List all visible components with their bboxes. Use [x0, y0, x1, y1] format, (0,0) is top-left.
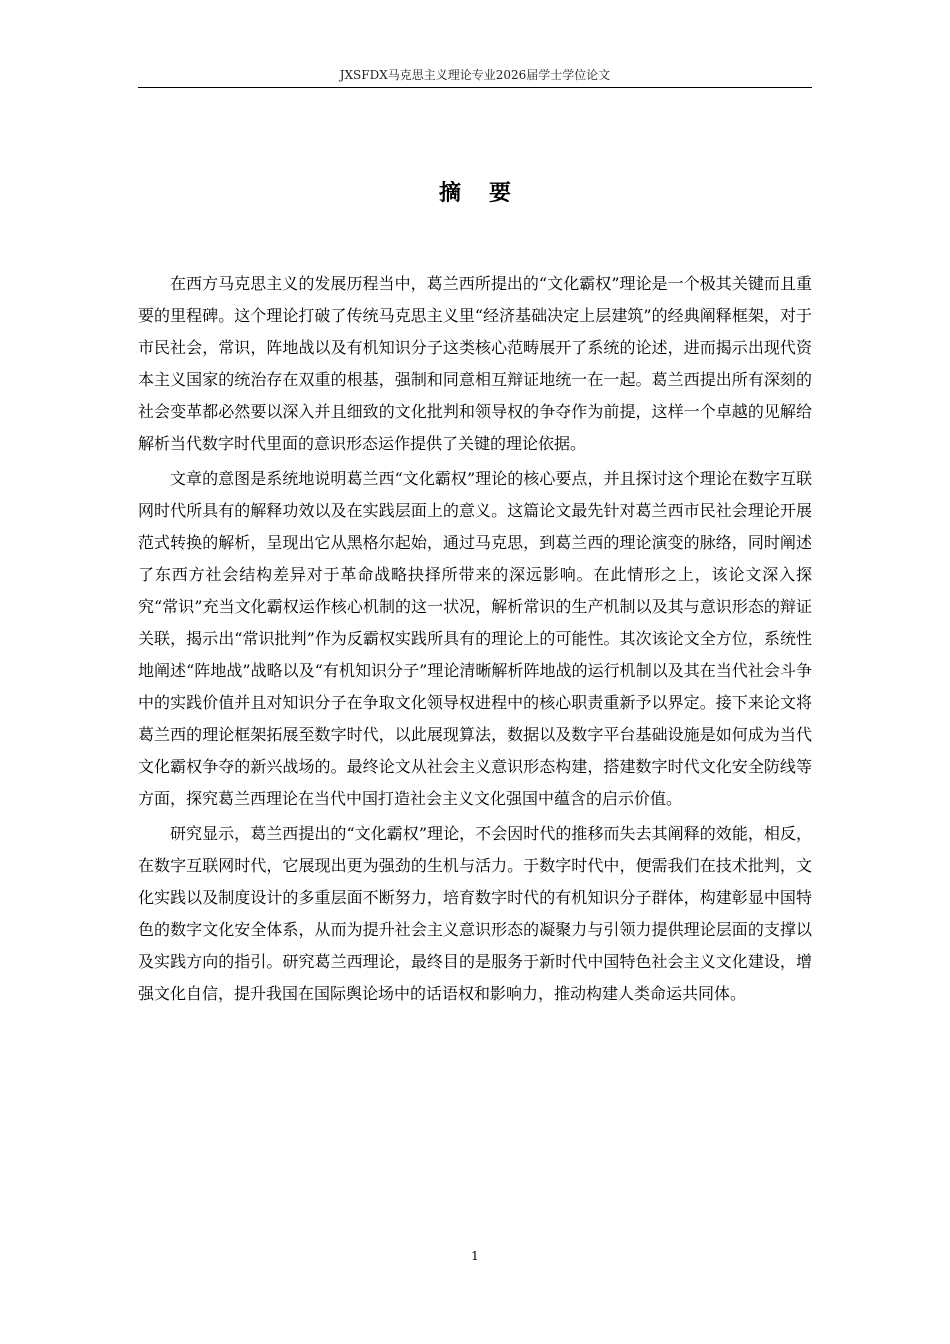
abstract-body	[138, 268, 812, 1013]
page-number: 1	[471, 1249, 479, 1263]
abstract-title: 摘要	[438, 181, 539, 206]
abstract-paragraph-2: 文章的意图是系统地说明葛兰西“文化霸权”理论的核心要点，并且探讨这个理论在数字互联网时代所具有的解释功效以及在实践层面上的意义。这篇论文最先针对葛兰西市民社会理论开展范式转换的解析，呈现出它从黑格尔起始，通过马克思，到葛兰西的理论演变的脉络，同时阐述了东西方社会结构差异对于革命战略抉择所带来的深远影响。在此情形之上，该论文深入探究“常识”充当文化霸权运作核心机制的这一状况，解析常识的生产机制以及其与意识形态的辩证关联，揭示出“常识批判”作为反霸权实践所具有的理论上的可能性。其次该论文全方位，系统性地阐述“阵地战”战略以及“有机知识分子”理论清晰解析阵地战的运行机制以及其在当代社会斗争中的实践价值并且对知识分子在争取文化领导权进程中的核心职责重新予以界定。接下来论文将葛兰西的理论框架拓展至数字时代，以此展现算法，数据以及数字平台基础设施是如何成为当代文化霸权争夺的新兴战场的。最终论文从社会主义意识形态构建，搭建数字时代文化安全防线等方面，探究葛兰西理论在当代中国打造社会主义文化强国中蕴含的启示价值。	[138, 469, 812, 808]
header-rule	[138, 87, 812, 88]
abstract-paragraph-3: 研究显示，葛兰西提出的“文化霸权”理论，不会因时代的推移而失去其阐释的效能，相反，在数字互联网时代，它展现出更为强劲的生机与活力。于数字时代中，便需我们在技术批判，文化实践以及制度设计的多重层面不断努力，培育数字时代的有机知识分子群体，构建彰显中国特色的数字文化安全体系，从而为提升社会主义意识形态的凝聚力与引领力提供理论层面的支撑以及实践方向的指引。研究葛兰西理论，最终目的是服务于新时代中国特色社会主义文化建设，增强文化自信，提升我国在国际舆论场中的话语权和影响力，推动构建人类命运共同体。	[138, 824, 812, 1003]
abstract-paragraph-1: 在西方马克思主义的发展历程当中，葛兰西所提出的“文化霸权”理论是一个极其关键而且重要的里程碑。这个理论打破了传统马克思主义里“经济基础决定上层建筑”的经典阐释框架，对于市民社会，常识，阵地战以及有机知识分子这类核心范畴展开了系统的论述，进而揭示出现代资本主义国家的统治存在双重的根基，强制和同意相互辩证地统一在一起。葛兰西提出所有深刻的社会变革都必然要以深入并且细致的文化批判和领导权的争夺作为前提，这样一个卓越的见解给解析当代数字时代里面的意识形态运作提供了关键的理论依据。	[138, 274, 812, 453]
running-header: JXSFDX马克思主义理论专业2026届学士学位论文	[339, 68, 611, 82]
